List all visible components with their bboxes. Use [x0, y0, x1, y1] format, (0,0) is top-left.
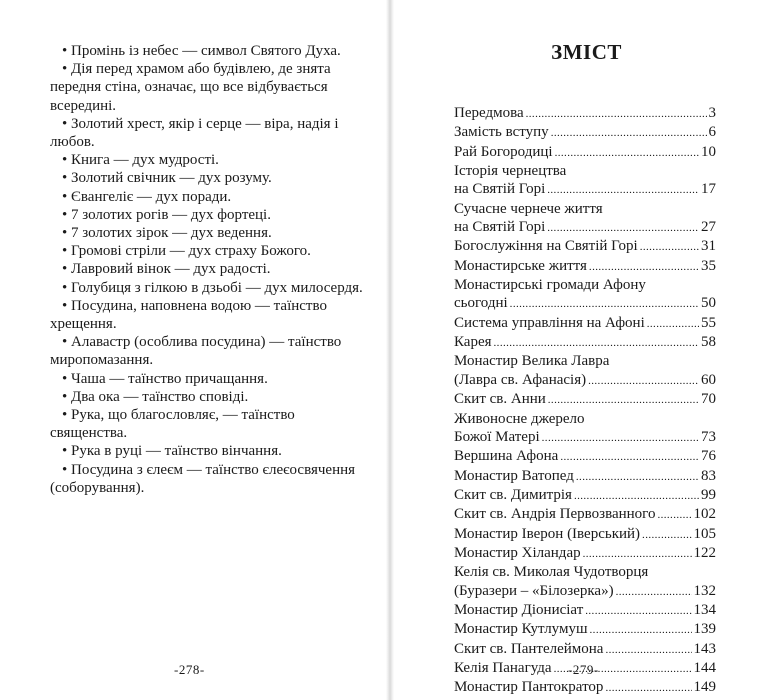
- toc-entry-title: Богослужіння на Святій Горі: [454, 238, 638, 255]
- toc-entry-title: (Буразери – «Білозерка»): [454, 582, 614, 599]
- toc-entry-title: на Святій Горі: [454, 181, 546, 198]
- toc-dot-leader: [657, 506, 691, 524]
- list-item: • Промінь із небес — символ Святого Духа.: [62, 43, 341, 59]
- list-item: • Книга — дух мудрості.: [62, 152, 219, 169]
- toc-entry: [454, 582, 716, 601]
- toc-entry: [454, 237, 716, 256]
- toc-entry-title: Вершина Афона: [454, 448, 559, 465]
- toc-entry-title-line: Живоносне джерело: [454, 410, 585, 427]
- toc-entry-title: Божої Матері: [454, 428, 540, 445]
- toc-entry-title: Монастир Іверон (Іверський): [454, 525, 641, 542]
- toc-entry: [454, 467, 716, 486]
- toc-dot-leader: [576, 468, 699, 486]
- list-item: • Посудина з єлеєм — таїнство єлеєосвячення (соборування).: [50, 461, 356, 496]
- toc-entry-line: [454, 563, 716, 581]
- toc-dot-leader: [547, 181, 699, 199]
- toc-dot-leader: [494, 334, 699, 352]
- toc-dot-leader: [616, 583, 692, 601]
- toc-entry-title: Рай Богородиці: [454, 143, 553, 160]
- toc-dot-leader: [548, 391, 699, 409]
- list-item: • Дія перед храмом або будівлею, де знята передня стіна, означає, що все відбувається всередині.: [50, 61, 331, 114]
- toc-page-number: 55: [701, 314, 716, 331]
- toc-dot-leader: [560, 448, 699, 466]
- toc-entry: [454, 601, 716, 620]
- toc-entry: [454, 143, 716, 162]
- toc-entry-title: на Святій Горі: [454, 219, 546, 236]
- toc-page-number: 3: [708, 105, 716, 121]
- toc-dot-leader: [510, 295, 699, 313]
- list-item: • Алавастр (особлива посудина) — таїнство миропомазання.: [50, 334, 342, 369]
- toc-entry: [454, 371, 716, 390]
- toc-dot-leader: [588, 372, 699, 390]
- toc-entry-title: Монастир Діонисіат: [454, 601, 584, 618]
- toc-page-number: 83: [701, 467, 716, 484]
- toc-entry-line: [454, 352, 716, 370]
- toc-entry-title: (Лавра св. Афанасія): [454, 371, 587, 388]
- toc-entry: [454, 294, 716, 313]
- toc-page-number: 60: [701, 371, 716, 388]
- toc-page-number: 99: [701, 486, 716, 503]
- toc-entry: [454, 390, 716, 409]
- toc-dot-leader: [547, 219, 699, 237]
- toc-page-number: 122: [693, 544, 716, 561]
- toc-entry-title-line: Монастир Велика Лавра: [454, 353, 610, 370]
- toc-entry: [454, 525, 716, 544]
- toc-entry-title-line: Монастирські громади Афону: [454, 277, 646, 294]
- list-item: • Рука в руці — таїнство вінчання.: [62, 443, 282, 460]
- toc-entry: [454, 218, 716, 237]
- toc-entry: [454, 123, 716, 142]
- toc-entry-title: Скит св. Анни: [454, 391, 546, 408]
- left-page-text: [50, 42, 374, 497]
- list-item: • Лавровий вінок — дух радості.: [62, 261, 271, 278]
- list-item: • 7 золотих рогів — дух фортеці.: [62, 206, 271, 223]
- toc-page-number: 31: [701, 238, 716, 255]
- toc-entry: [454, 314, 716, 333]
- list-item: • Євангеліє — дух поради.: [62, 188, 232, 205]
- toc-page-number: 132: [693, 582, 716, 599]
- toc-page-number: 6: [708, 124, 716, 141]
- toc-dot-leader: [605, 679, 691, 697]
- toc-entry: [454, 544, 716, 563]
- toc-entry-title: Передмова: [454, 105, 524, 121]
- toc-dot-leader: [574, 487, 699, 505]
- toc-entry-line: [454, 162, 716, 180]
- toc-page-number: 35: [701, 257, 716, 274]
- toc-entry-title: Замість вступу: [454, 124, 549, 141]
- toc-dot-leader: [590, 621, 692, 639]
- toc-title: ЗМІСТ: [551, 40, 622, 64]
- toc-page-number: 27: [701, 219, 716, 236]
- toc-dot-leader: [585, 602, 691, 620]
- table-of-contents: [454, 104, 716, 698]
- list-item: • Громові стріли — дух страху Божого.: [62, 243, 311, 260]
- toc-entry-title: Система управління на Афоні: [454, 314, 645, 331]
- toc-entry-title-line: Келія св. Миколая Чудотворця: [454, 564, 649, 581]
- toc-dot-leader: [555, 144, 699, 162]
- toc-entry-title: Монастирське життя: [454, 257, 587, 274]
- toc-entry-title: Монастир Ватопед: [454, 467, 574, 484]
- toc-page-number: 50: [701, 295, 716, 312]
- list-item: • 7 золотих зірок — дух ведення.: [62, 225, 272, 242]
- toc-dot-leader: [605, 641, 691, 659]
- toc-entry-title: Монастир Пантократор: [454, 679, 604, 696]
- list-item: • Два ока — таїнство сповіді.: [62, 388, 249, 405]
- toc-page-number: 143: [693, 640, 716, 657]
- toc-entry: [454, 104, 716, 123]
- list-item: • Золотий хрест, якір і серце — віра, надія і любов.: [50, 115, 339, 151]
- toc-page-number: 139: [693, 621, 716, 638]
- toc-page-number: 58: [701, 334, 716, 351]
- toc-page-number: 73: [701, 428, 716, 445]
- toc-entry: [454, 505, 716, 524]
- toc-dot-leader: [542, 429, 699, 447]
- toc-entry-title-line: Історія чернецтва: [454, 163, 567, 180]
- toc-dot-leader: [640, 238, 699, 256]
- page-number-left: -278-: [174, 662, 205, 677]
- list-item: • Рука, що благословляє, — таїнство священства.: [50, 407, 295, 442]
- toc-entry: [454, 257, 716, 276]
- toc-entry-title: Скит св. Андрія Первозванного: [454, 506, 656, 523]
- list-item: • Голубиця з гілкою в дзьобі — дух милосердя.: [62, 279, 363, 296]
- toc-entry-title: Келія Панагуда: [454, 659, 552, 676]
- toc-entry-line: [454, 200, 716, 218]
- toc-dot-leader: [642, 526, 691, 544]
- toc-page-number: 149: [693, 679, 716, 696]
- toc-dot-leader: [526, 105, 707, 123]
- toc-dot-leader: [551, 124, 707, 142]
- toc-entry-line: [454, 410, 716, 428]
- toc-entry: [454, 180, 716, 199]
- toc-dot-leader: [583, 545, 692, 563]
- toc-page-number: 76: [701, 448, 716, 465]
- toc-entry-title: Карея: [454, 334, 492, 351]
- toc-entry: [454, 333, 716, 352]
- toc-page-number: 70: [701, 391, 716, 408]
- toc-entry-title: Монастир Хіландар: [454, 544, 581, 561]
- list-item: • Золотий свічник — дух розуму.: [62, 170, 272, 187]
- list-item: • Посудина, наповнена водою — таїнство хрещення.: [50, 297, 327, 333]
- toc-entry-title: Скит св. Димитрія: [454, 486, 572, 503]
- toc-entry-title: Скит св. Пантелеймона: [454, 640, 604, 657]
- toc-entry: [454, 640, 716, 659]
- toc-entry-title: сьогодні: [454, 295, 508, 312]
- toc-dot-leader: [647, 315, 699, 333]
- toc-entry: [454, 447, 716, 466]
- toc-page-number: 105: [693, 525, 716, 542]
- toc-page-number: 134: [693, 601, 716, 618]
- toc-entry: [454, 486, 716, 505]
- toc-entry: [454, 428, 716, 447]
- toc-dot-leader: [589, 258, 699, 276]
- toc-entry-title: Монастир Кутлумуш: [454, 621, 588, 638]
- toc-page-number: 17: [701, 181, 716, 198]
- toc-page-number: 10: [701, 143, 716, 160]
- toc-entry: [454, 678, 716, 697]
- page-number-right: -279-: [568, 662, 599, 677]
- toc-entry: [454, 620, 716, 639]
- list-item: • Чаша — таїнство причащання.: [62, 370, 268, 387]
- toc-entry-line: [454, 276, 716, 294]
- book-gutter: [386, 0, 394, 700]
- toc-entry-title-line: Сучасне чернече життя: [454, 200, 603, 217]
- toc-page-number: 102: [693, 506, 716, 523]
- toc-page-number: 144: [693, 659, 716, 676]
